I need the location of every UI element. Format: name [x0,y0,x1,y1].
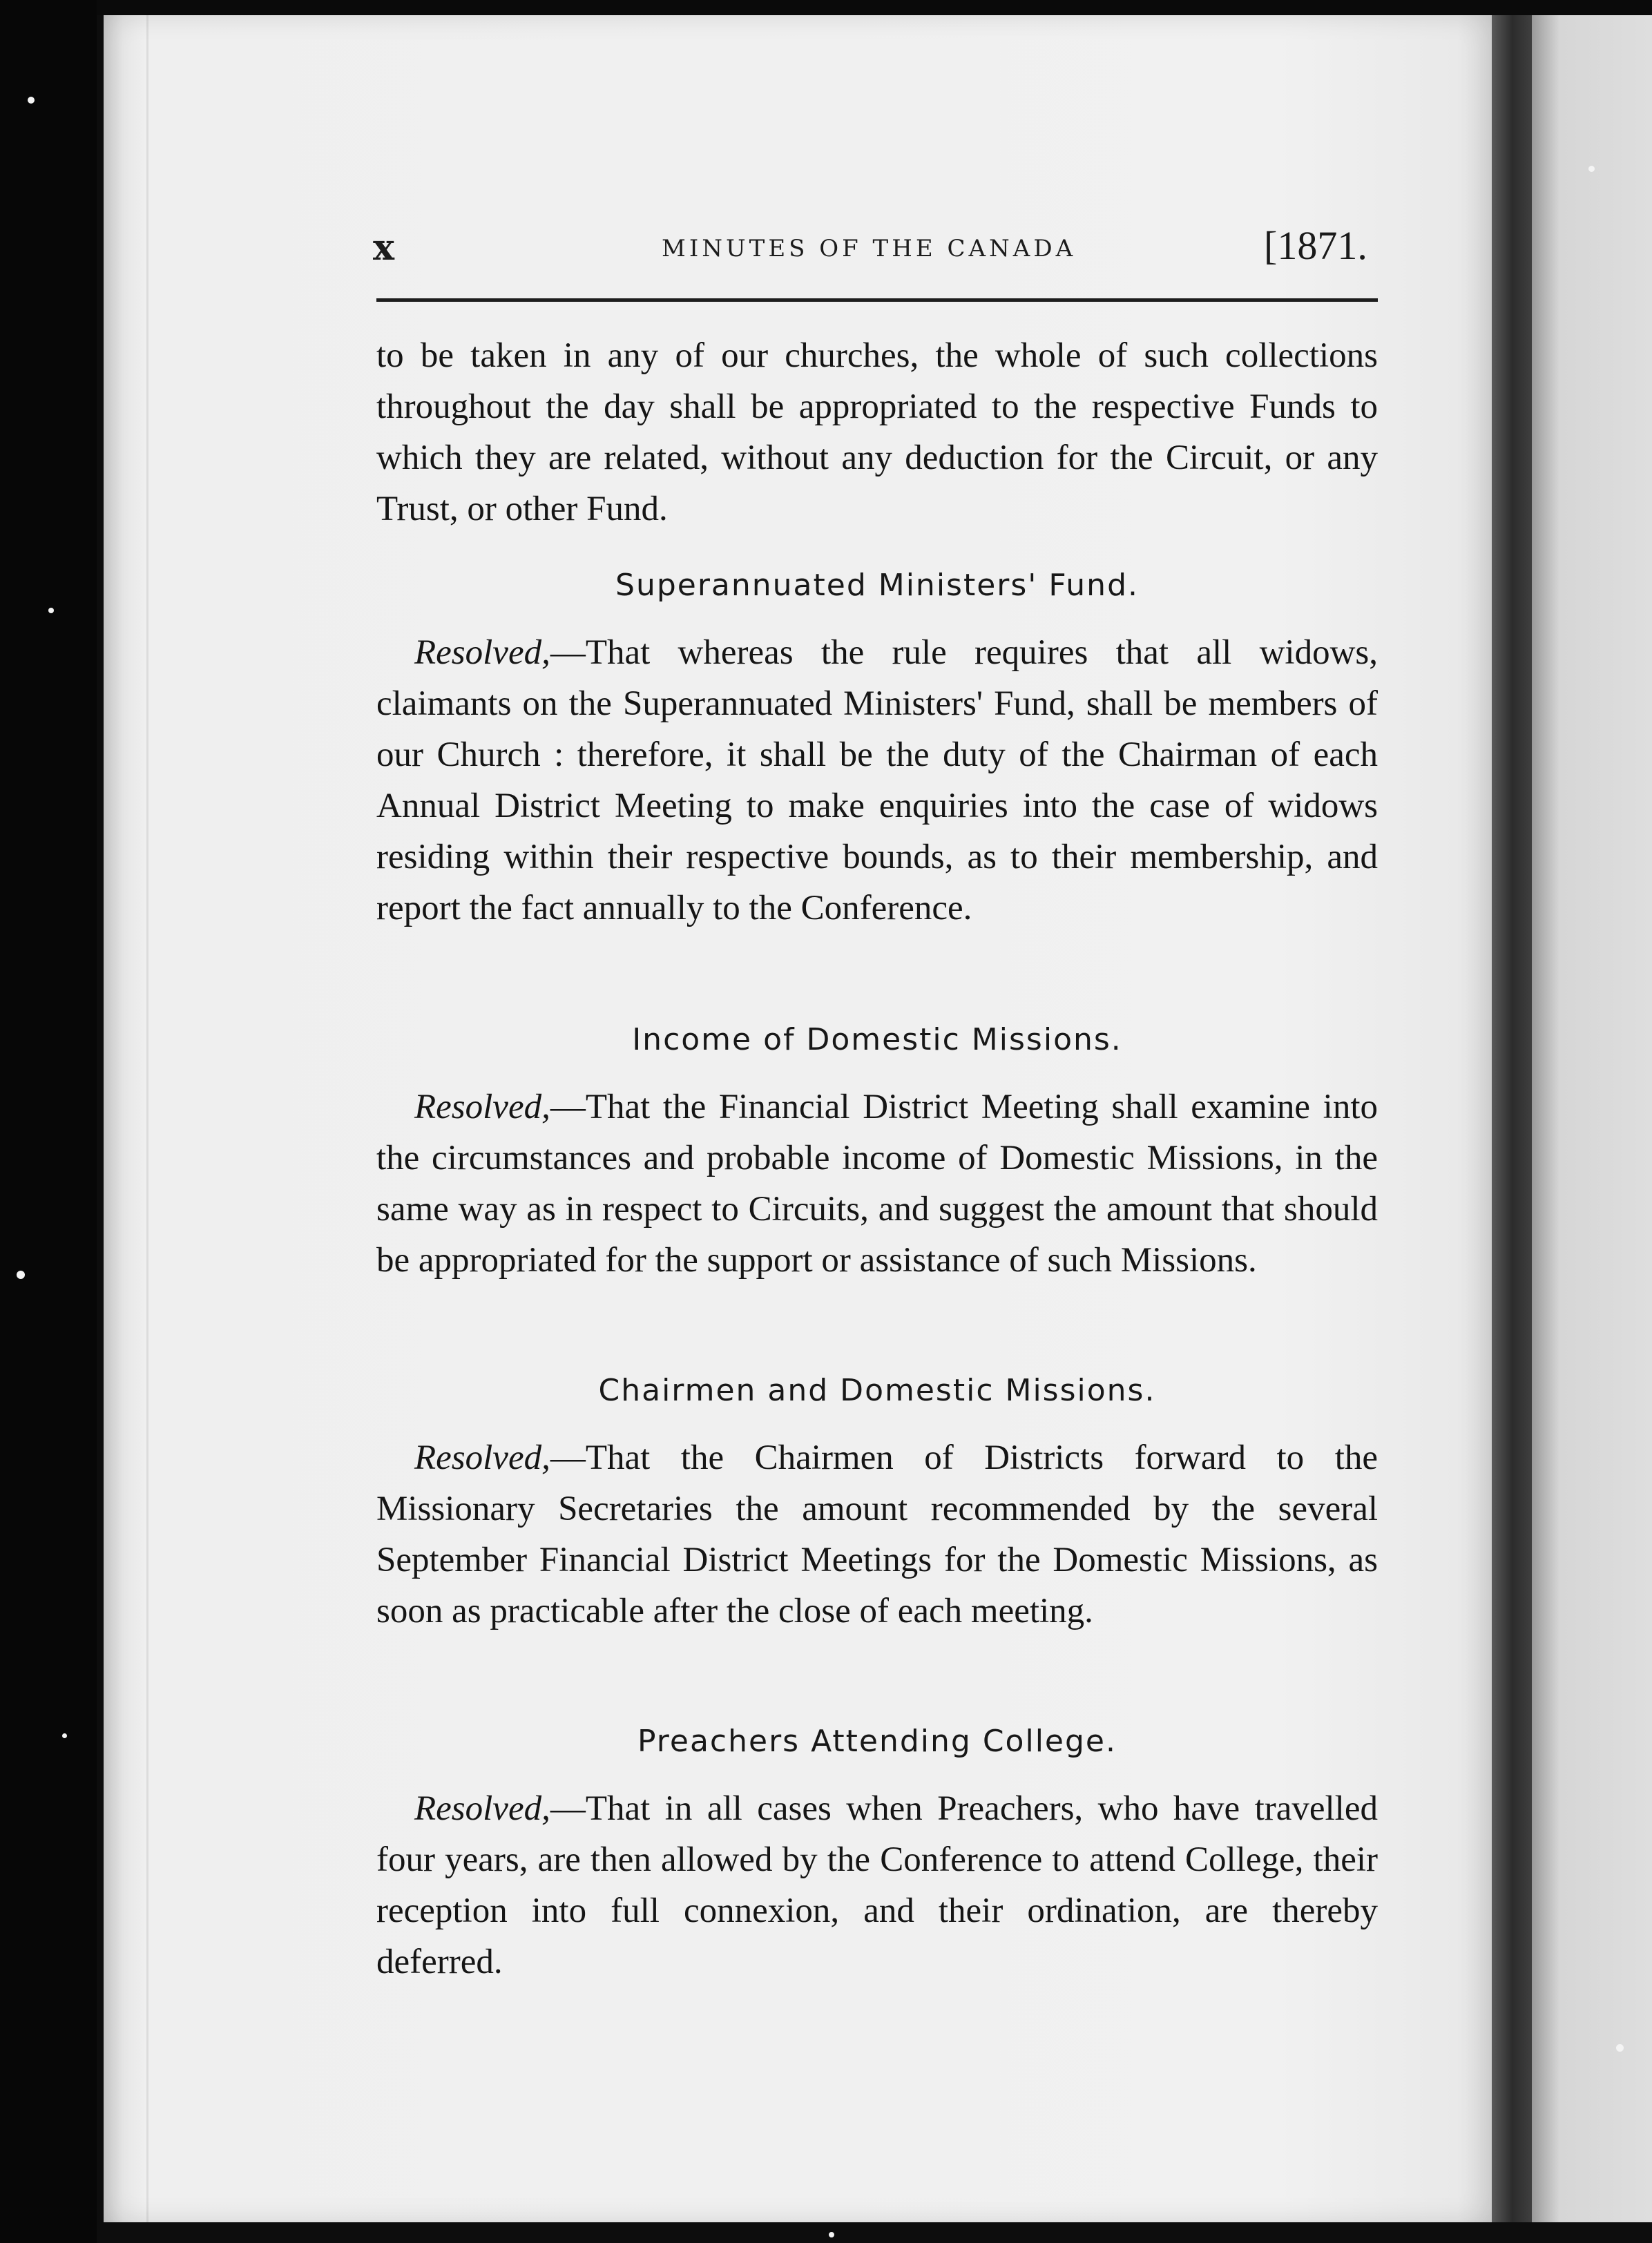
paragraph-text: to be taken in any of our churches, the whole of such collections throughout the day shall be appropriated to the respective Funds to which they are related, without any deduction for the Circuit, or any Trust, or other Fund. [376,336,1378,528]
page-edge-line [146,15,148,2222]
scan-speck [1616,2044,1624,2052]
scan-frame-top [0,0,1652,15]
resolution-text: —That the Chairmen of Districts forward to the Missionary Secretaries the amount recommended by the several September Financial District Meetings for the Domestic Missions, as soon as practicable after the close of each meeting. [376,1438,1378,1630]
running-head-year: [1871. [1264,223,1367,268]
scan-speck [48,608,54,613]
resolved-label: Resolved, [414,1789,550,1828]
scan-speck [28,97,35,104]
running-head-title: MINUTES OF THE CANADA [662,235,1077,262]
resolved-label: Resolved, [414,1438,550,1477]
scan-frame-left [0,0,97,2243]
scan-speck [62,1733,67,1738]
resolved-label: Resolved, [414,633,550,672]
resolution-paragraph [376,1081,1378,1286]
resolution-text: —That in all cases when Preachers, who have travelled four years, are then allowed by the Conference to attend College, their reception into full connexion, and their ordination, are thereby deferred. [376,1789,1378,1981]
continuation-paragraph [376,330,1378,535]
section-heading: Superannuated Ministers' Fund. [615,568,1139,603]
resolution-text: —That the Financial District Meeting shall examine into the circumstances and probable income of Domestic Missions, in the same way as in respect to Circuits, and suggest the amount that should be appropriated for the support or assistance of such Missions. [376,1088,1378,1280]
header-rule [376,298,1378,302]
binding-shadow [1492,15,1532,2222]
resolution-paragraph [376,627,1378,934]
section-heading: Preachers Attending College. [637,1724,1117,1759]
page-folio: x [373,227,395,269]
scan-speck [17,1271,25,1279]
adjacent-page-edge [1532,15,1652,2222]
section-heading: Chairmen and Domestic Missions. [598,1373,1156,1408]
resolution-text: —That whereas the rule requires that all widows, claimants on the Superannuated Ministers' Fund, shall be members of our Church : therefore, it shall be the duty of the Chairman of each Annual District Meeting to make enquiries into the case of widows residing within their respective bounds, as to their membership, and report the fact annually to the Conference. [376,633,1378,927]
resolution-paragraph [376,1432,1378,1637]
section-heading: Income of Domestic Missions. [632,1022,1122,1057]
scan-speck [1588,166,1595,172]
scan-speck [829,2232,834,2237]
resolved-label: Resolved, [414,1088,550,1126]
resolution-paragraph [376,1783,1378,1987]
